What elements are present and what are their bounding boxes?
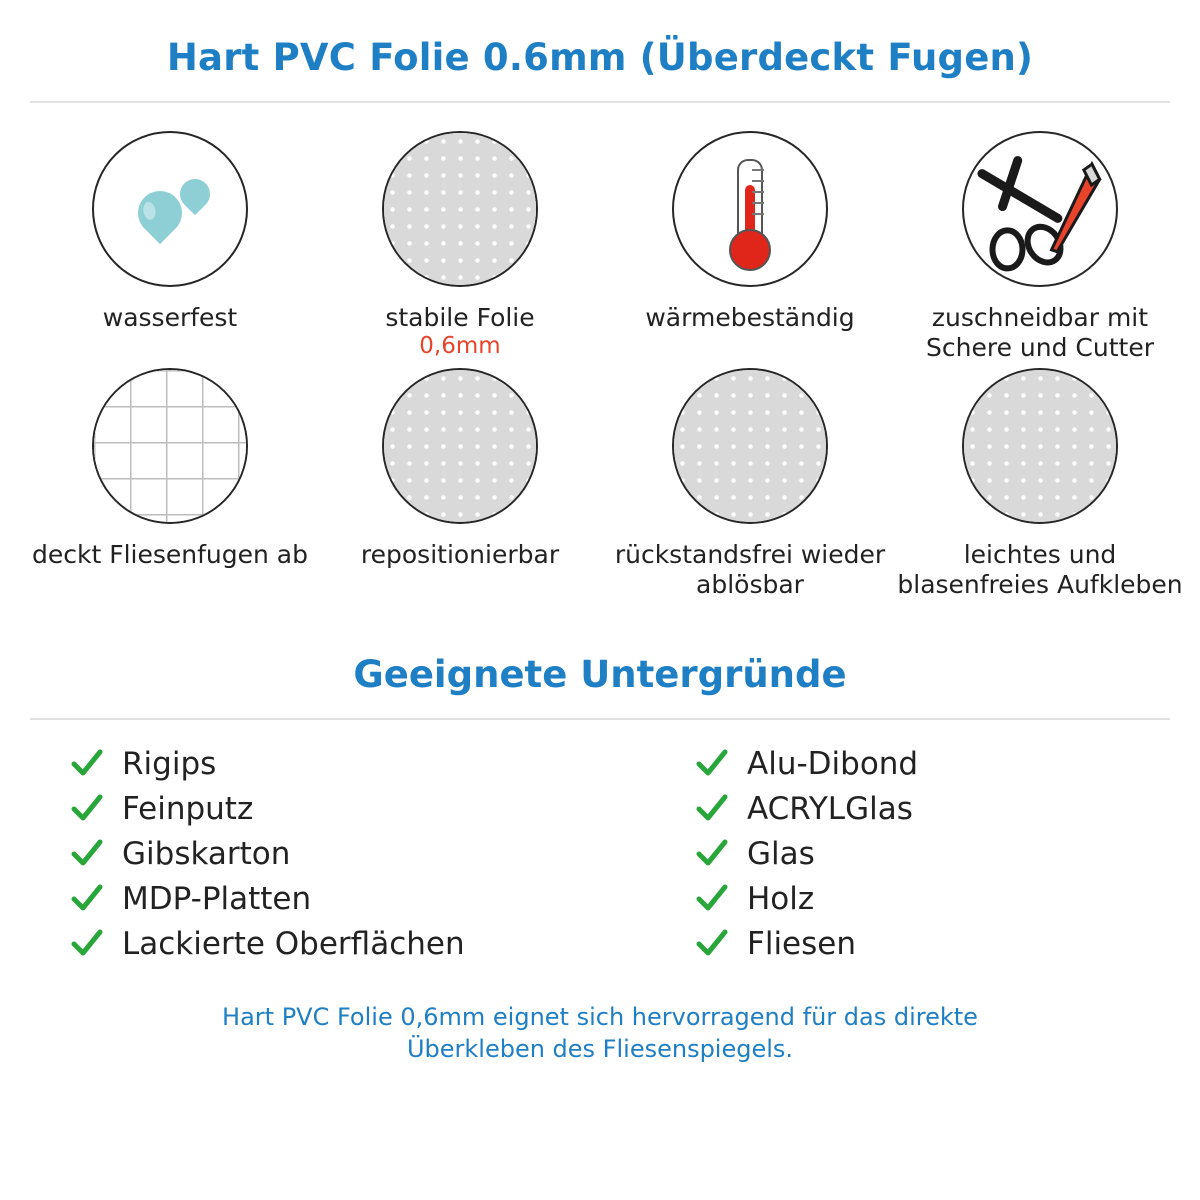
feature-item [895,131,1185,362]
substrates-lists [70,746,1130,971]
feature-label: repositionierbar [360,540,560,569]
feature-label: wasserfest [102,303,238,332]
feature-grid [25,103,1183,599]
peel-arrow-icon [672,368,828,524]
scissors-cutter-icon [962,131,1118,287]
check-icon [695,882,729,916]
list-item-label: Fliesen [747,926,856,962]
check-icon [695,927,729,961]
hand-smooth-icon [962,368,1118,524]
list-item-label: Gibskarton [122,836,291,872]
list-item [70,836,595,872]
check-icon [70,792,104,826]
list-item [605,926,1130,962]
substrate-column-right [605,746,1130,971]
feature-item [315,368,605,599]
feature-item [25,368,315,599]
check-icon [695,747,729,781]
feature-item [895,368,1185,599]
list-item-label: ACRYLGlas [747,791,913,827]
list-item [605,746,1130,782]
list-item [605,881,1130,917]
feature-sublabel: 0,6mm [419,332,501,359]
list-item-label: Holz [747,881,815,917]
substrates-divider [30,718,1170,720]
feature-label: zuschneidbar mit Schere und Cutter [926,303,1154,362]
footer-note [0,1001,1200,1066]
list-item-label: Lackierte Oberflächen [122,926,465,962]
feature-label [315,303,605,360]
footer-line-2: Überkleben des Fliesenspiegels. [406,1035,794,1064]
list-item [605,791,1130,827]
list-item [70,791,595,827]
list-item [605,836,1130,872]
feature-label: rückstandsfrei wieder ablösbar [614,540,886,599]
thermometer-icon [672,131,828,287]
feature-item [25,131,315,362]
substrate-column-left [70,746,595,971]
feature-label-text: stabile Folie [385,303,535,332]
footer-line-1: Hart PVC Folie 0,6mm eignet sich hervorragend für das direkte [222,1003,978,1031]
water-drop-icon [92,131,248,287]
list-item-label: MDP-Platten [122,881,312,917]
feature-label: wärmebeständig [645,303,855,332]
list-item [70,746,595,782]
list-item-label: Glas [747,836,815,872]
check-icon [70,837,104,871]
list-item-label: Feinputz [122,791,254,827]
feature-item [315,131,605,362]
move-arrows-icon [382,368,538,524]
check-icon [695,792,729,826]
strong-arm-icon [382,131,538,287]
feature-item [605,131,895,362]
check-icon [695,837,729,871]
check-icon [70,882,104,916]
thumbs-up-tile-icon [92,368,248,524]
check-icon [70,747,104,781]
substrates-title: Geeignete Untergründe [353,653,847,696]
list-item-label: Alu-Dibond [747,746,919,782]
check-icon [70,927,104,961]
feature-label: deckt Fliesenfugen ab [31,540,308,569]
feature-item [605,368,895,599]
list-item [70,881,595,917]
list-item-label: Rigips [122,746,217,782]
feature-label: leichtes und blasenfreies Aufkleben [897,540,1183,599]
list-item [70,926,595,962]
page-title: Hart PVC Folie 0.6mm (Überdeckt Fugen) [166,36,1034,79]
